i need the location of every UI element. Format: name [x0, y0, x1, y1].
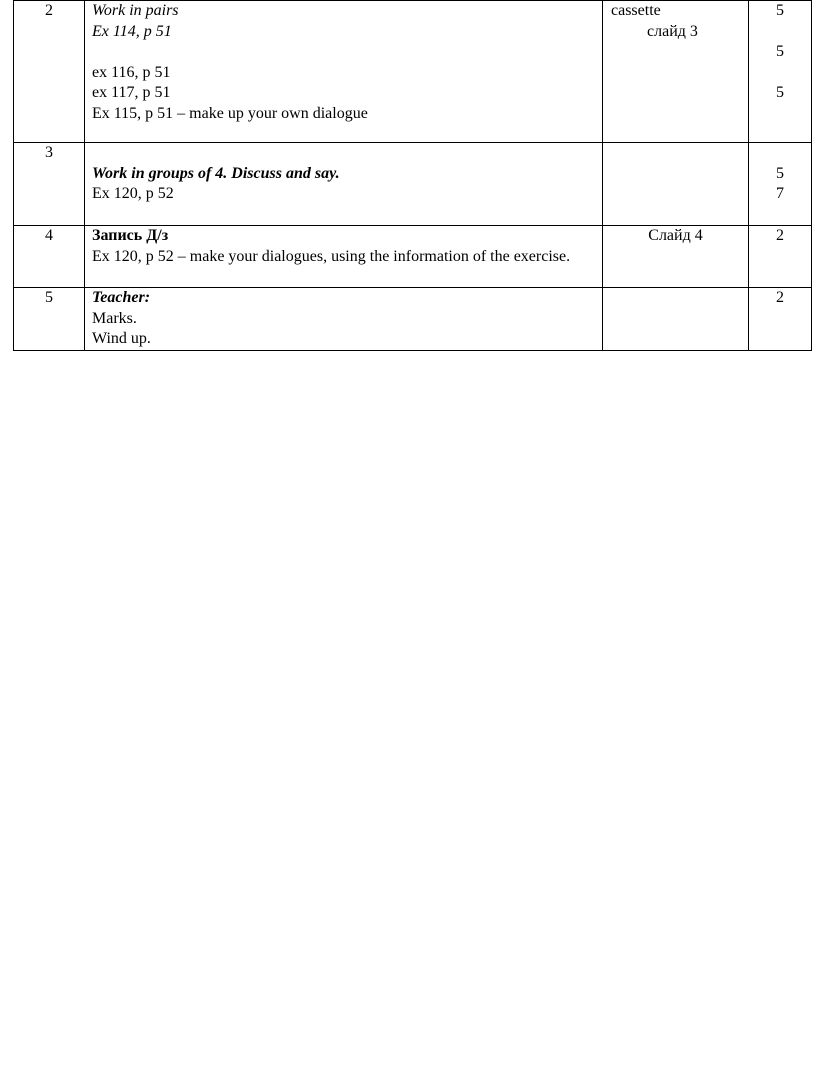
stage-title: Запись Д/з [92, 227, 169, 244]
exercise-line: ex 117, p 51 [92, 84, 171, 101]
stage-number: 3 [14, 143, 85, 226]
equipment-item: Слайд 4 [648, 227, 703, 244]
stage-number: 4 [14, 226, 85, 288]
time-value: 5 [776, 84, 784, 101]
exercise-line: Ex 120, p 52 – make your dialogues, using the information of the exercise. [92, 247, 571, 265]
equipment-cell [603, 226, 749, 288]
time-value: 2 [776, 227, 784, 244]
equipment-cell [603, 143, 749, 226]
spacer [92, 143, 602, 164]
equipment-cell [603, 1, 749, 143]
table-row [14, 226, 812, 288]
time-value: 5 [776, 2, 784, 19]
stage-number: 5 [14, 288, 85, 351]
spacer [749, 63, 811, 84]
stage-content [85, 288, 603, 351]
spacer [749, 143, 811, 164]
exercise-line: ex 116, p 51 [92, 63, 171, 81]
stage-content [85, 226, 603, 288]
time-value: 5 [776, 164, 784, 182]
stage-number: 2 [14, 1, 85, 143]
stage-title: Teacher: [92, 289, 151, 306]
equipment-cell [603, 288, 749, 351]
exercise-line: Ex 120, p 52 [92, 185, 174, 202]
time-value: 5 [776, 43, 784, 60]
equipment-item: слайд 3 [647, 22, 698, 40]
exercise-line: Wind up. [92, 330, 151, 347]
table-row [14, 1, 812, 143]
stage-content [85, 1, 603, 143]
time-cell [749, 143, 812, 226]
time-value: 7 [776, 185, 784, 202]
time-cell [749, 288, 812, 351]
spacer [749, 22, 811, 43]
lesson-plan-table [13, 0, 812, 351]
equipment-item: cassette [611, 2, 661, 19]
stage-title: Work in pairs [92, 2, 179, 19]
time-cell [749, 226, 812, 288]
stage-content [85, 143, 603, 226]
exercise-line: Ex 115, p 51 – make up your own dialogue [92, 104, 368, 122]
exercise-reference: Ex 114, p 51 [92, 22, 172, 40]
stage-title: Work in groups of 4. Discuss and say. [92, 164, 340, 182]
exercise-line: Marks. [92, 309, 137, 327]
time-cell [749, 1, 812, 143]
table-row [14, 143, 812, 226]
spacer [92, 42, 602, 63]
table-row [14, 288, 812, 351]
time-value: 2 [776, 289, 784, 306]
